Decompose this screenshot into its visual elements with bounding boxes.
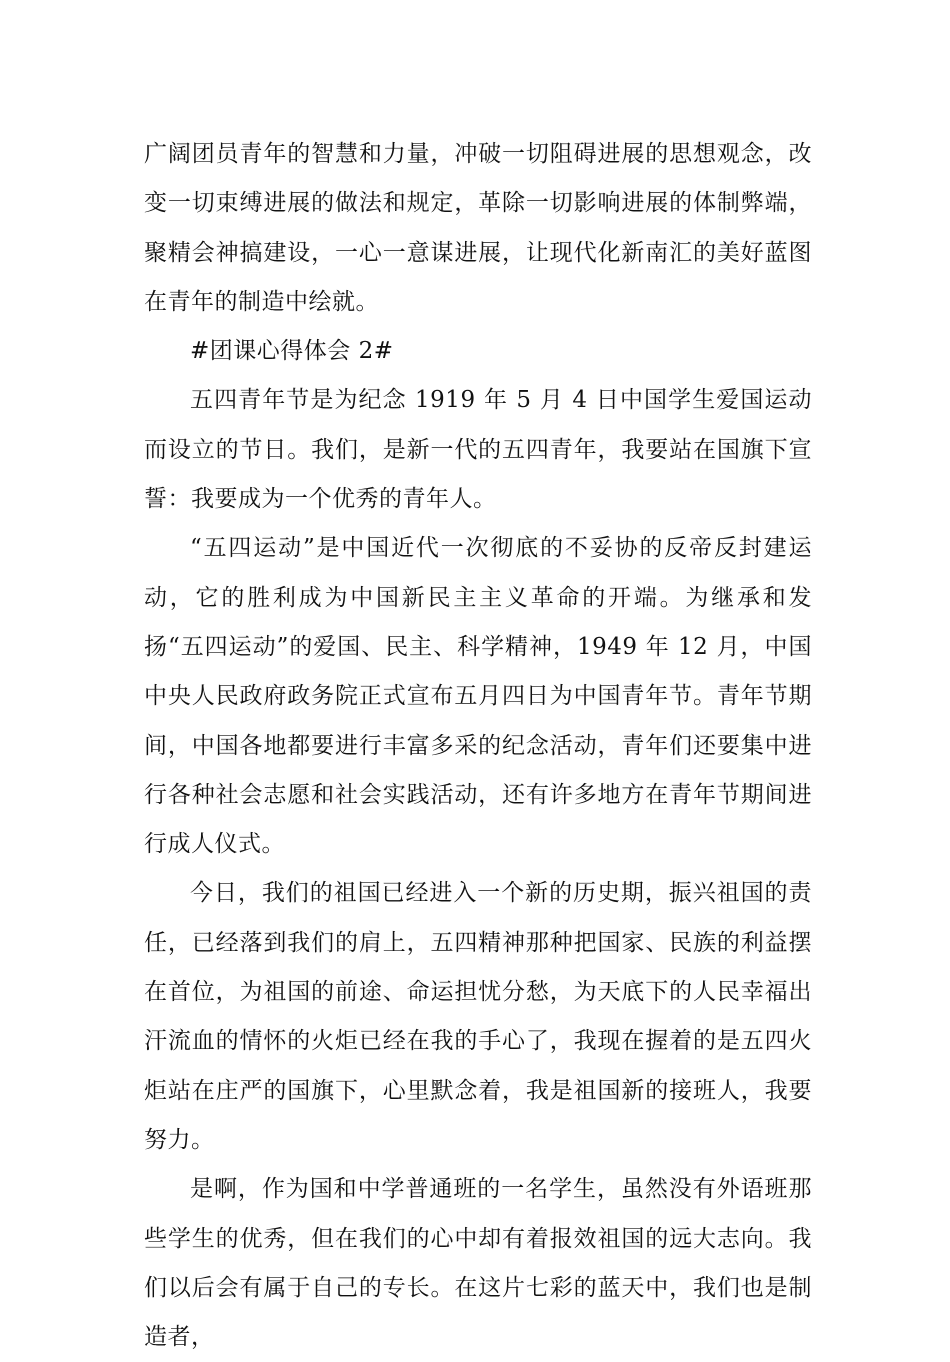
paragraph-may-fourth-movement: “五四运动”是中国近代一次彻底的不妥协的反帝反封建运动，它的胜利成为中国新民主主义革命的开端。为继承和发扬“五四运动”的爱国、民主、科学精神，1949 年 12 月，中国中央人民政府政务院正式宣布五月四日为中国青年节。青年节期间，中国各地都要进行丰富多采的纪念活动，青年们还要集中进行各种社会志愿和社会实践活动，还有许多地方在青年节期间进行成人仪式。: [144, 535, 812, 858]
document-body: [144, 130, 812, 1362]
paragraph-today: 今日，我们的祖国已经进入一个新的历史期，振兴祖国的责任，已经落到我们的肩上，五四精神那种把国家、民族的利益摆在首位，为祖国的前途、命运担忧分愁，为天底下的人民幸福出汗流血的情怀的火炬已经在我的手心了，我现在握着的是五四火炬站在庄严的国旗下，心里默念着，我是祖国新的接班人，我要努力。: [144, 880, 812, 1153]
paragraph-student: 是啊，作为国和中学普通班的一名学生，虽然没有外语班那些学生的优秀，但在我们的心中却有着报效祖国的远大志向。我们以后会有属于自己的专长。在这片七彩的蓝天中，我们也是制造者，: [144, 1176, 812, 1351]
paragraph-youth-day-intro: 五四青年节是为纪念 1919 年 5 月 4 日中国学生爱国运动而设立的节日。我们，是新一代的五四青年，我要站在国旗下宣誓：我要成为一个优秀的青年人。: [144, 387, 812, 513]
section-heading: #团课心得体会 2#: [190, 338, 394, 365]
paragraph-continuation: 广阔团员青年的智慧和力量，冲破一切阻碍进展的思想观念，改变一切束缚进展的做法和规定，革除一切影响进展的体制弊端，聚精会神搞建设，一心一意谋进展，让现代化新南汇的美好蓝图在青年的制造中绘就。: [144, 141, 812, 315]
